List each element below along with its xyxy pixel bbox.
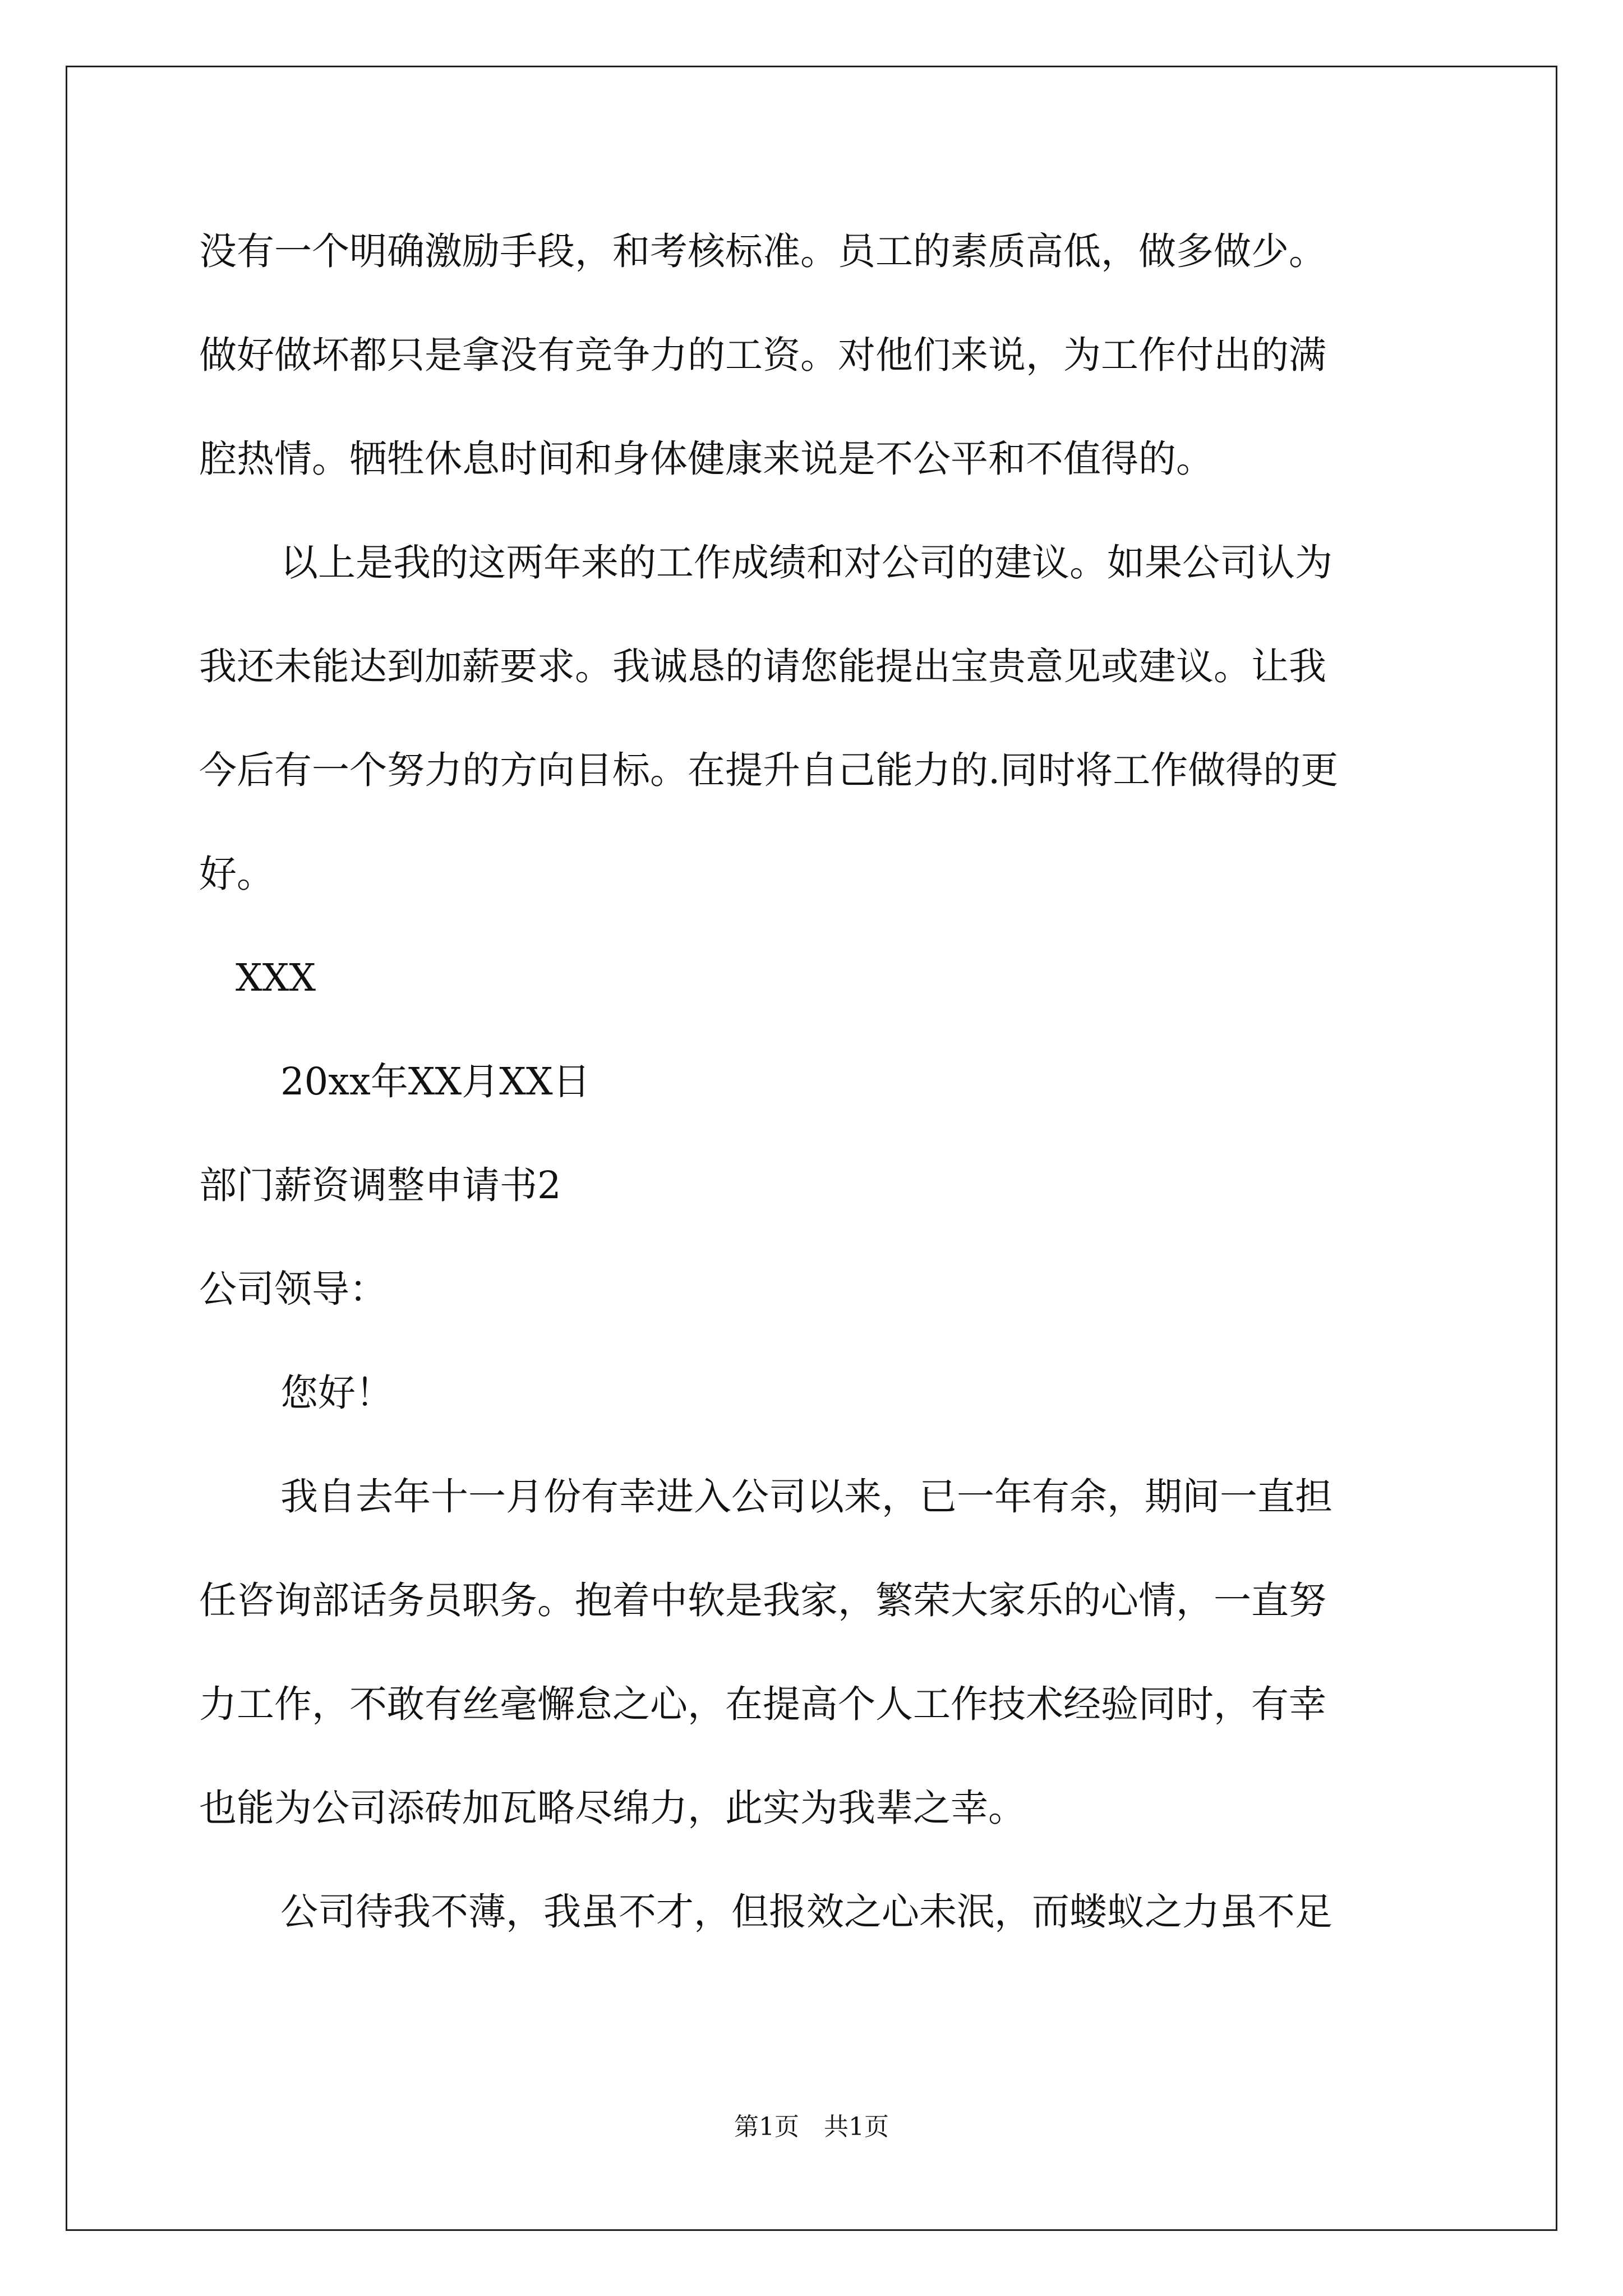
body-line-4: 以上是我的这两年来的工作成绩和对公司的建议。如果公司认为 [280, 541, 1332, 585]
body-line-2: 做好做坏都只是拿没有竞争力的工资。对他们来说，为工作付出的满 [199, 333, 1326, 377]
salutation: 公司领导： [199, 1267, 387, 1311]
body-line-15: 力工作，不敢有丝毫懈怠之心，在提高个人工作技术经验同时，有幸 [199, 1682, 1326, 1726]
body-line-7: 好。 [199, 852, 274, 896]
body-line-3: 腔热情。牺牲休息时间和身体健康来说是不公平和不值得的。 [199, 437, 1214, 481]
signature-name: XXX [236, 956, 316, 1000]
body-line-5: 我还未能达到加薪要求。我诚恳的请您能提出宝贵意见或建议。让我 [199, 645, 1326, 688]
body-line-17: 公司待我不薄，我虽不才，但报效之心未泯，而蝼蚁之力虽不足 [280, 1890, 1332, 1934]
signature-date: 20xx年XX月XX日 [280, 1060, 591, 1103]
page-total: 共1页 [824, 2113, 889, 2141]
body-line-6: 今后有一个努力的方向目标。在提升自己能力的.同时将工作做得的更 [199, 748, 1339, 792]
body-line-14: 任咨询部话务员职务。抱着中软是我家，繁荣大家乐的心情，一直努 [199, 1579, 1326, 1622]
greeting: 您好！ [280, 1371, 393, 1415]
body-line-1: 没有一个明确激励手段，和考核标准。员工的素质高低，做多做少。 [199, 229, 1326, 273]
section-title: 部门薪资调整申请书2 [199, 1163, 561, 1207]
page-number: 第1页 [734, 2113, 799, 2141]
body-line-16: 也能为公司添砖加瓦略尽绵力，此实为我辈之幸。 [199, 1786, 1026, 1830]
page-footer [0, 2115, 1623, 2139]
body-line-13: 我自去年十一月份有幸进入公司以来，已一年有余，期间一直担 [280, 1475, 1332, 1519]
